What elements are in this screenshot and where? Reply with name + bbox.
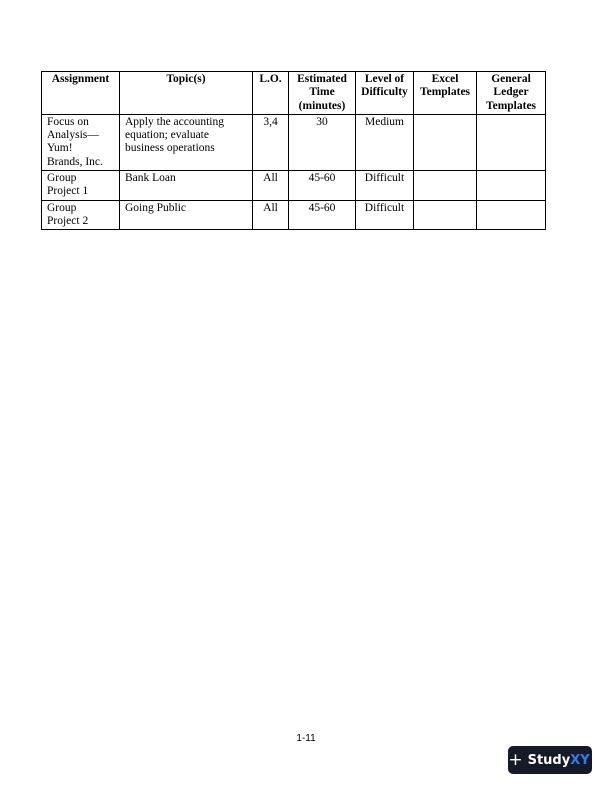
cell-excel [414,200,477,230]
assignment-table [41,71,546,230]
cell-difficulty: Difficult [356,200,414,230]
cell-time: 45-60 [289,171,356,201]
logo-suffix: XY [570,752,590,768]
cell-excel [414,114,477,170]
cell-topics: Apply the accounting equation; evaluate business operations [120,114,253,170]
cell-gl [477,114,546,170]
table-row [42,114,546,170]
header-excel-templates: Excel Templates [414,72,477,115]
cell-topics: Going Public [120,200,253,230]
header-topics: Topic(s) [120,72,253,115]
cell-gl [477,200,546,230]
cell-assignment: Focus on Analysis— Yum! Brands, Inc. [42,114,120,170]
header-estimated-time: Estimated Time (minutes) [289,72,356,115]
cell-difficulty: Difficult [356,171,414,201]
cell-lo: All [253,171,289,201]
cell-difficulty: Medium [356,114,414,170]
logo-prefix: Study [527,752,571,768]
header-general-ledger-templates: General Ledger Templates [477,72,546,115]
studyxy-logo [508,746,592,774]
header-difficulty: Level of Difficulty [356,72,414,115]
cell-assignment: Group Project 2 [42,200,120,230]
header-lo: L.O. [253,72,289,115]
table-row [42,200,546,230]
cell-lo: All [253,200,289,230]
page-number: 1-11 [296,733,316,744]
cell-time: 45-60 [289,200,356,230]
cell-time: 30 [289,114,356,170]
table-row [42,171,546,201]
cell-topics: Bank Loan [120,171,253,201]
header-assignment: Assignment [42,72,120,115]
table-header-row [42,72,546,115]
cell-gl [477,171,546,201]
cell-assignment: Group Project 1 [42,171,120,201]
plus-icon: + [508,749,523,770]
cell-lo: 3,4 [253,114,289,170]
cell-excel [414,171,477,201]
